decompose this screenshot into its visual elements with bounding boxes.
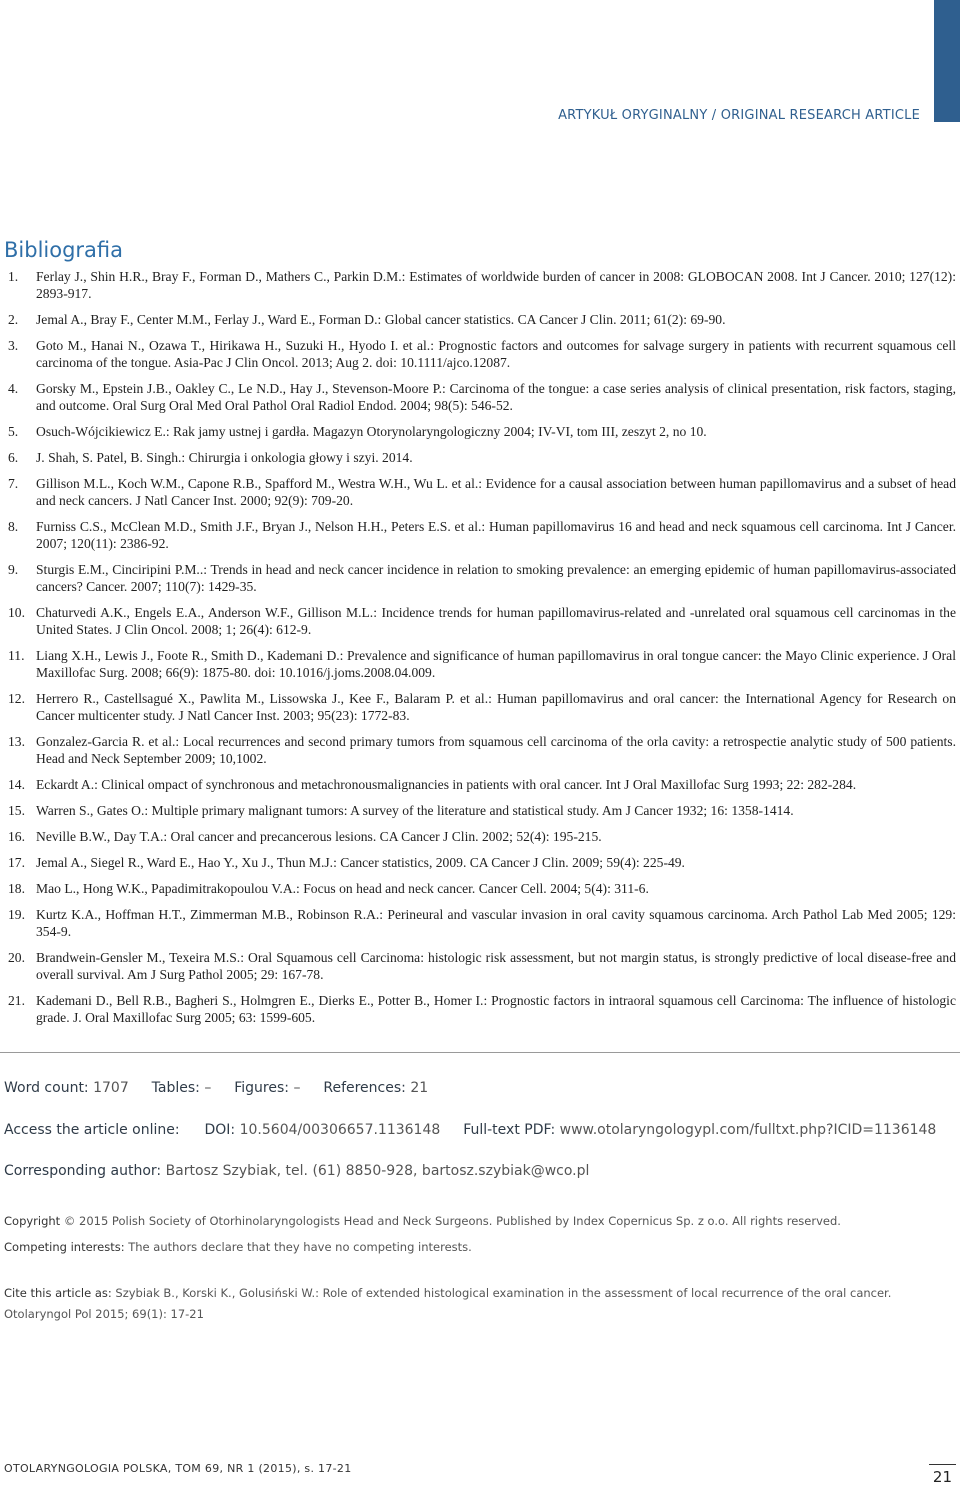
pdf-link[interactable]: www.otolaryngologypl.com/fulltxt.php?ICID=1136148 — [559, 1122, 937, 1138]
pdf-label: Full-text PDF: — [463, 1122, 556, 1138]
references-label: References: — [323, 1080, 406, 1096]
word-count-value: 1707 — [93, 1080, 129, 1096]
reference-text: J. Shah, S. Patel, B. Singh.: Chirurgia i onkologia głowy i szyi. 2014. — [36, 450, 413, 465]
reference-text: Herrero R., Castellsagué X., Pawlita M., Lissowska J., Kee F., Balaram P. et al.: Human papillomavirus and oral cancer: the International Agency for Research on Cancer multicenter study. J Natl Cancer Inst. 2003; 95(23): 1772-83. — [36, 691, 956, 723]
reference-text: Kurtz K.A., Hoffman H.T., Zimmerman M.B., Robinson R.A.: Perineural and vascular invasion in oral cavity squamous carcinoma. Arch Pathol Lab Med 2005; 129: 354-9. — [36, 907, 956, 939]
reference-number: 17. — [8, 855, 25, 870]
reference-number: 15. — [8, 803, 25, 818]
article-stats — [4, 1080, 428, 1096]
reference-number: 5. — [8, 424, 19, 439]
reference-item — [0, 380, 960, 414]
reference-item — [0, 802, 960, 819]
reference-item — [0, 311, 960, 328]
tables-label: Tables: — [151, 1080, 200, 1096]
reference-number: 4. — [8, 381, 19, 396]
cite-value: Szybiak B., Korski K., Golusiński W.: Role of extended histological examination in the assessment of local recurrence of the oral cancer. — [115, 1286, 892, 1300]
copyright-value: © 2015 Polish Society of Otorhinolaryngologists Head and Neck Surgeons. Published by Index Copernicus Sp. z o.o. All rights reserved. — [63, 1214, 841, 1228]
reference-text: Brandwein-Gensler M., Texeira M.S.: Oral Squamous cell Carcinoma: histologic risk assessment, but not margin status, is strongly predictive of local disease-free and overall survival. Am J Surg Pathol 2005; 29: 167-78. — [36, 950, 956, 982]
reference-text: Sturgis E.M., Cinciripini P.M..: Trends in head and neck cancer incidence in relation to smoking prevalence: an emerging epidemic of human papillomavirus-associated cancers? Cancer. 2007; 110(7): 1429-35. — [36, 562, 956, 594]
doi-label: DOI: — [204, 1122, 236, 1138]
article-type-label: ARTYKUŁ ORYGINALNY / ORIGINAL RESEARCH ARTICLE — [558, 108, 920, 123]
cite-journal: Otolaryngol Pol 2015; 69(1): 17-21 — [4, 1307, 204, 1321]
reference-text: Gillison M.L., Koch W.M., Capone R.B., Spafford M., Westra W.H., Wu L. et al.: Evidence for a causal association between human papillomavirus and a subset of head and neck cancers. J Natl Cancer Inst. 2000; 92(9): 709-20. — [36, 476, 956, 508]
bibliography-heading: Bibliografia — [4, 238, 124, 262]
corresponding-label: Corresponding author: — [4, 1163, 162, 1179]
reference-text: Chaturvedi A.K., Engels E.A., Anderson W.F., Gillison M.L.: Incidence trends for human papillomavirus-related and -unrelated oral squamous cell carcinomas in the United States. J Clin Oncol. 2008; 1; 26(4): 612-9. — [36, 605, 956, 637]
reference-number: 2. — [8, 312, 19, 327]
reference-item — [0, 604, 960, 638]
reference-item — [0, 949, 960, 983]
competing-value: The authors declare that they have no competing interests. — [128, 1240, 472, 1254]
reference-item — [0, 776, 960, 793]
figures-label: Figures: — [234, 1080, 289, 1096]
reference-number: 9. — [8, 562, 19, 577]
word-count-label: Word count: — [4, 1080, 89, 1096]
access-label: Access the article online: — [4, 1122, 180, 1138]
reference-item — [0, 854, 960, 871]
reference-number: 6. — [8, 450, 19, 465]
cite-line — [4, 1286, 891, 1300]
copyright-label: Copyright — [4, 1214, 61, 1228]
reference-item — [0, 880, 960, 897]
corner-accent-bar — [934, 0, 960, 122]
reference-number: 7. — [8, 476, 19, 491]
reference-number: 18. — [8, 881, 25, 896]
reference-item — [0, 733, 960, 767]
reference-item — [0, 268, 960, 302]
competing-interests-line — [4, 1240, 472, 1254]
reference-item — [0, 561, 960, 595]
reference-item — [0, 647, 960, 681]
corresponding-value: Bartosz Szybiak, tel. (61) 8850-928, bartosz.szybiak@wco.pl — [165, 1163, 590, 1179]
reference-text: Gonzalez-Garcia R. et al.: Local recurrences and second primary tumors from squamous cell carcinoma of the orla cavity: a retrospectie analytic study of 500 patients. Head and Neck September 2009; 10,1002. — [36, 734, 956, 766]
reference-item — [0, 906, 960, 940]
doi-link[interactable]: 10.5604/00306657.1136148 — [239, 1122, 441, 1138]
reference-number: 1. — [8, 269, 19, 284]
reference-text: Osuch-Wójcikiewicz E.: Rak jamy ustnej i gardła. Magazyn Otorynolaryngologiczny 2004; IV-VI, tom III, zeszyt 2, no 10. — [36, 424, 707, 439]
reference-number: 14. — [8, 777, 25, 792]
reference-text: Ferlay J., Shin H.R., Bray F., Forman D., Mathers C., Parkin D.M.: Estimates of worldwide burden of cancer in 2008: GLOBOCAN 2008. Int J Cancer. 2010; 127(12): 2893-917. — [36, 269, 956, 301]
reference-text: Kademani D., Bell R.B., Bagheri S., Holmgren E., Dierks E., Potter B., Homer I.: Prognostic factors in intraoral squamous cell Carcinoma: The influence of histologic grade. J. Oral Maxillofac Surg 2005; 63: 1599-605. — [36, 993, 956, 1025]
reference-text: Eckardt A.: Clinical ompact of synchronous and metachronousmalignancies in patients with oral cancer. Int J Oral Maxillofac Surg 1993; 22: 282-284. — [36, 777, 857, 792]
reference-number: 10. — [8, 605, 25, 620]
tables-value: – — [204, 1080, 212, 1096]
reference-text: Jemal A., Bray F., Center M.M., Ferlay J., Ward E., Forman D.: Global cancer statistics. CA Cancer J Clin. 2011; 61(2): 69-90. — [36, 312, 726, 327]
reference-number: 19. — [8, 907, 25, 922]
reference-number: 16. — [8, 829, 25, 844]
figures-value: – — [293, 1080, 301, 1096]
reference-text: Goto M., Hanai N., Ozawa T., Hirikawa H., Suzuki H., Hyodo I. et al.: Prognostic factors and outcomes for salvage surgery in patients with recurrent squamous cell carcinoma of the tongue. Asia-Pac J Clin Oncol. 2013; Aug 2. doi: 10.1111/ajco.12087. — [36, 338, 956, 370]
reference-number: 11. — [8, 648, 25, 663]
reference-item — [0, 337, 960, 371]
reference-text: Neville B.W., Day T.A.: Oral cancer and precancerous lesions. CA Cancer J Clin. 2002; 52(4): 195-215. — [36, 829, 602, 844]
reference-number: 3. — [8, 338, 19, 353]
reference-item — [0, 518, 960, 552]
reference-text: Gorsky M., Epstein J.B., Oakley C., Le N.D., Hay J., Stevenson-Moore P.: Carcinoma of the tongue: a case series analysis of clinical presentation, risk factors, staging, and outcome. Oral Surg Oral Med Oral Pathol Oral Radiol Endod. 2004; 98(5): 546-52. — [36, 381, 956, 413]
reference-text: Mao L., Hong W.K., Papadimitrakopoulou V.A.: Focus on head and neck cancer. Cancer Cell. 2004; 5(4): 311-6. — [36, 881, 649, 896]
reference-text: Liang X.H., Lewis J., Foote R., Smith D., Kademani D.: Prevalence and significance of human papillomavirus in oral tongue cancer: the Mayo Clinic experience. J Oral Maxillofac Surg. 2008; 66(9): 1875-80. doi: 10.1016/j.joms.2008.04.009. — [36, 648, 956, 680]
reference-item — [0, 423, 960, 440]
copyright-line — [4, 1214, 841, 1228]
reference-number: 8. — [8, 519, 19, 534]
reference-number: 20. — [8, 950, 25, 965]
reference-item — [0, 992, 960, 1026]
journal-footer: OTOLARYNGOLOGIA POLSKA, TOM 69, NR 1 (2015), s. 17-21 — [4, 1462, 352, 1475]
corresponding-author — [4, 1163, 589, 1179]
reference-text: Furniss C.S., McClean M.D., Smith J.F., Bryan J., Nelson H.H., Peters E.S. et al.: Human papillomavirus 16 and head and neck squamous cell carcinoma. Int J Cancer. 2007; 120(11): 2386-92. — [36, 519, 956, 551]
reference-text: Jemal A., Siegel R., Ward E., Hao Y., Xu J., Thun M.J.: Cancer statistics, 2009. CA Cancer J Clin. 2009; 59(4): 225-49. — [36, 855, 685, 870]
reference-item — [0, 828, 960, 845]
reference-number: 12. — [8, 691, 25, 706]
article-access — [4, 1122, 936, 1138]
competing-label: Competing interests: — [4, 1240, 125, 1254]
reference-number: 13. — [8, 734, 25, 749]
reference-list — [0, 268, 960, 1035]
reference-item — [0, 690, 960, 724]
reference-number: 21. — [8, 993, 25, 1008]
reference-text: Warren S., Gates O.: Multiple primary malignant tumors: A survey of the literature and statistical study. Am J Cancer 1932; 16: 1358-1414. — [36, 803, 794, 818]
references-value: 21 — [410, 1080, 429, 1096]
reference-item — [0, 449, 960, 466]
cite-label: Cite this article as: — [4, 1286, 112, 1300]
cite-journal-line — [4, 1307, 204, 1321]
page-number: 21 — [932, 1468, 952, 1486]
section-divider — [0, 1052, 960, 1053]
reference-item — [0, 475, 960, 509]
